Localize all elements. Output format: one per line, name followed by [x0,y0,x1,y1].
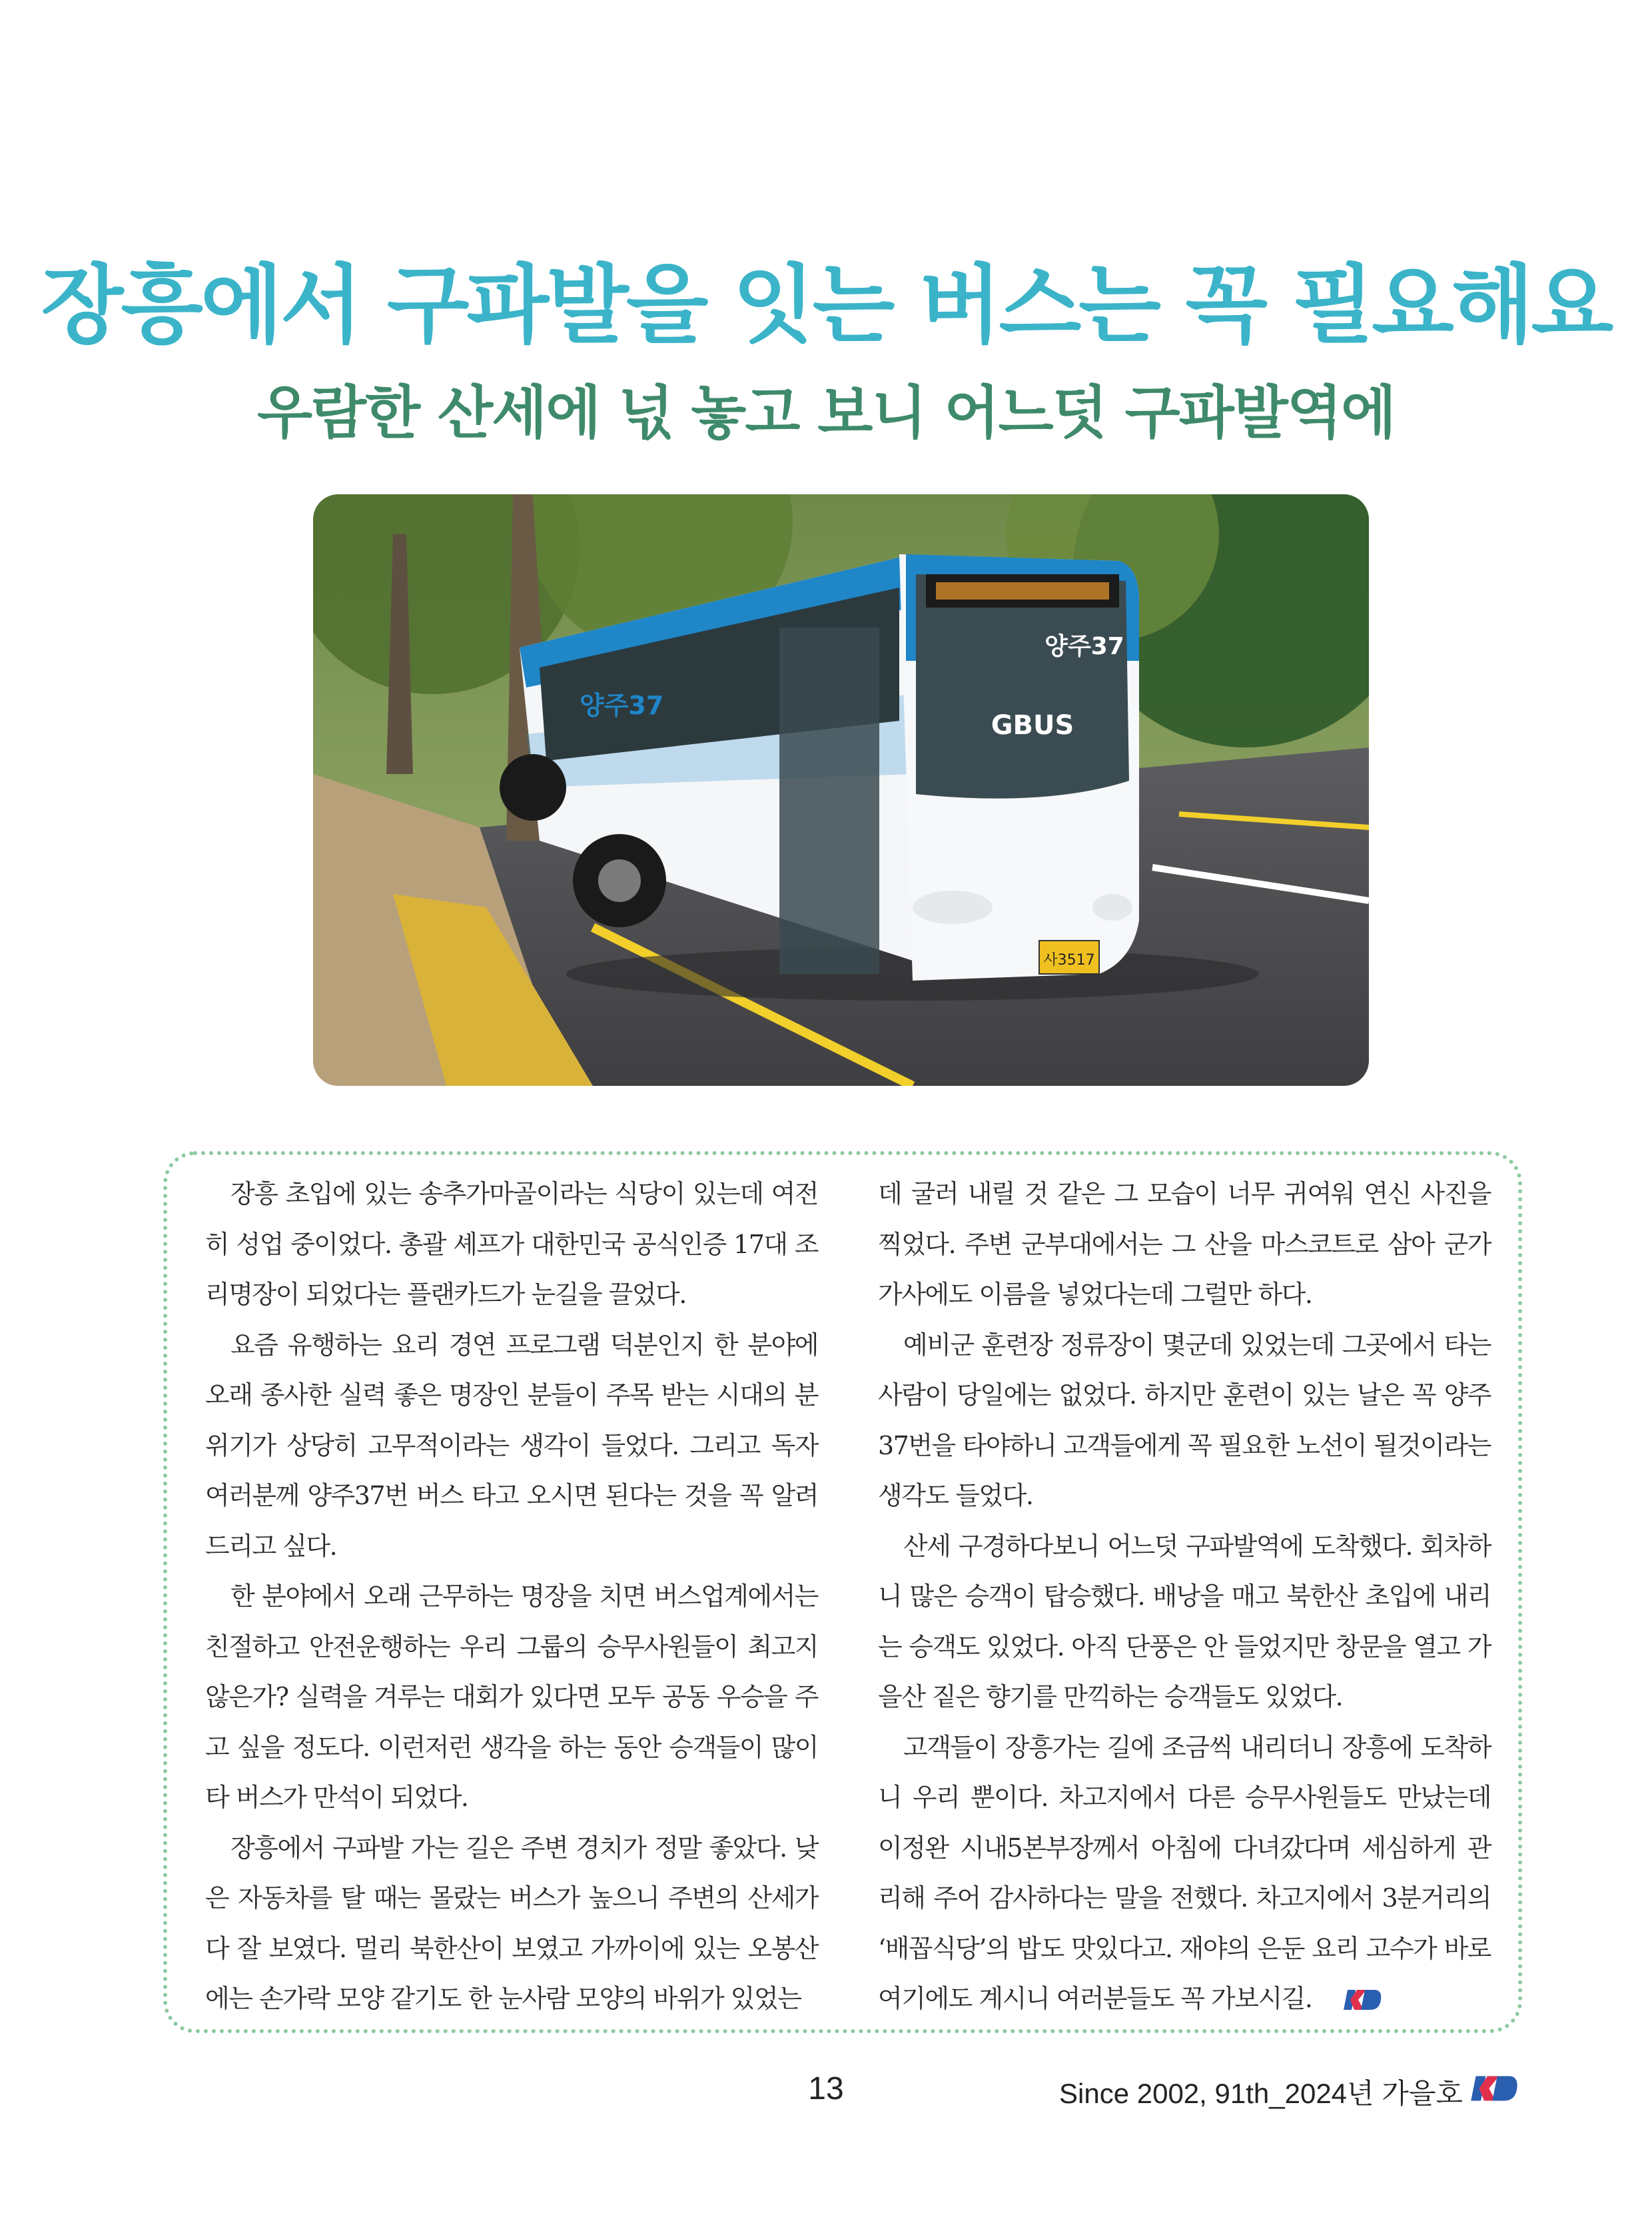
paragraph: 한 분야에서 오래 근무하는 명장을 치면 버스업계에서는 친절하고 안전운행하는 우리 그룹의 승무사원들이 최고지 않은가? 실력을 겨루는 대회가 있다면 모두 공동 우승을 주고 싶을 정도다. 이런저런 생각을 하는 동안 승객들이 많이 타 버스가 만석이 되었다. [205,1581,818,1812]
kd-logo-end-mark [1318,1978,1382,2028]
paragraph [878,1723,1491,2028]
paragraph: 산세 구경하다보니 어느덧 구파발역에 도착했다. 회차하니 많은 승객이 탑승했다. 배낭을 매고 북한산 초입에 내리는 승객도 있었다. 아직 단풍은 안 들었지만 창문을 열고 가을산 짙은 향기를 만끽하는 승객들도 있었다. [878,1531,1491,1711]
license-plate: 사3517 [1043,952,1095,969]
paragraph: 요즘 유행하는 요리 경연 프로그램 덕분인지 한 분야에 오래 종사한 실력 좋은 명장인 분들이 주목 받는 시대의 분위기가 상당히 고무적이라는 생각이 들었다. 그리고 독자 여러분께 양주37번 버스 타고 오시면 된다는 것을 꼭 알려드리고 싶다. [205,1330,818,1561]
bus-front-route-label: 양주37 [1044,633,1124,660]
paragraph-text: 고객들이 장흥가는 길에 조금씩 내리더니 장흥에 도착하니 우리 뿐이다. 차고지에서 다른 승무사원들도 만났는데 이정완 시내5본부장께서 아침에 다녀갔다며 세심하게 관리해 주어 감사하다는 말을 전했다. 차고지에서 3분거리의 ‘배꼽식당’의 밥도 맛있다고. 재야의 은둔 요리 고수가 바로 여기에도 계시니 여러분들도 꼭 가보시길. [878,1732,1491,2013]
page-number: 13 [808,2071,844,2106]
page-subtitle: 우람한 산세에 넋 놓고 보니 어느덧 구파발역에 [256,380,1396,446]
bus-photo-illustration [313,494,1369,1086]
bus-brand-label: GBUS [991,710,1074,741]
footer [1059,2072,1519,2112]
paragraph: 예비군 훈련장 정류장이 몇군데 있었는데 그곳에서 타는 사람이 당일에는 없었다. 하지만 훈련이 있는 날은 꼭 양주37번을 타야하니 고객들에게 꼭 필요한 노선이 될것이라는 생각도 들었다. [878,1330,1491,1510]
paragraph: 데 굴러 내릴 것 같은 그 모습이 너무 귀여워 연신 사진을 찍었다. 주변 군부대에서는 그 산을 마스코트로 삼아 군가 가사에도 이름을 넣었다는데 그럴만 하다. [878,1179,1491,1309]
bus-photo [313,494,1369,1086]
kd-logo [1471,2074,1519,2109]
page-title: 장흥에서 구파발을 잇는 버스는 꼭 필요해요 [41,256,1611,355]
bus-side-route-label: 양주37 [580,691,664,720]
paragraph: 장흥 초입에 있는 송추가마골이라는 식당이 있는데 여전히 성업 중이었다. 총괄 셰프가 대한민국 공식인증 17대 조리명장이 되었다는 플랜카드가 눈길을 끌었다. [205,1179,818,1309]
article-column-right [878,1169,1491,2028]
article-column-left [205,1169,818,2024]
paragraph: 장흥에서 구파발 가는 길은 주변 경치가 정말 좋았다. 낮은 자동차를 탈 때는 몰랐는 버스가 높으니 주변의 산세가 다 잘 보였다. 멀리 북한산이 보였고 가까이에 있는 오봉산에는 손가락 모양 같기도 한 눈사람 모양의 바위가 있었는 [205,1833,818,2013]
issue-label: Since 2002, 91th_2024년 가을호 [1059,2078,1463,2109]
